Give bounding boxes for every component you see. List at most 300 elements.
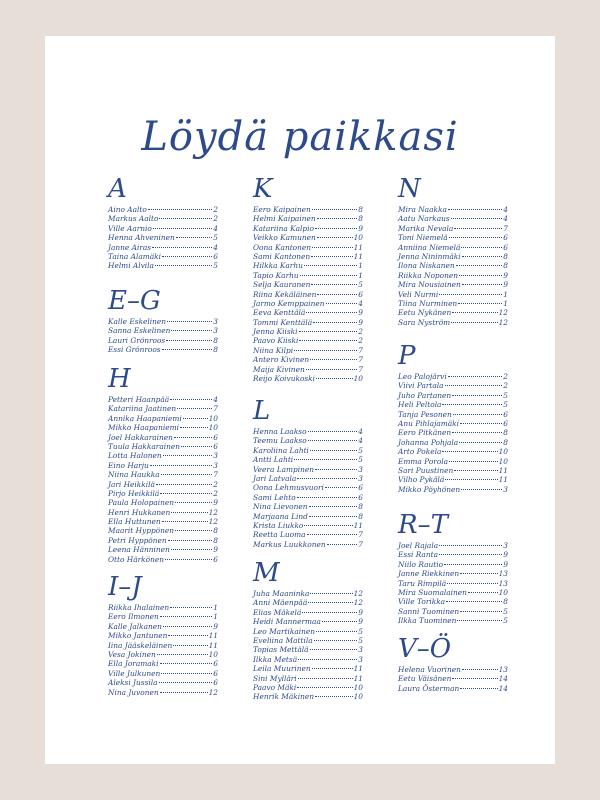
guest-row — [253, 674, 363, 683]
dot-leader — [445, 385, 503, 386]
dot-leader — [173, 645, 207, 646]
dot-leader — [452, 432, 502, 433]
dot-leader — [315, 228, 357, 229]
dot-leader — [326, 303, 358, 304]
dot-leader — [150, 465, 213, 466]
guest-name: Jari Latvala — [253, 473, 297, 483]
table-number: 6 — [213, 554, 218, 564]
table-number: 8 — [503, 261, 508, 271]
dot-leader — [310, 359, 357, 360]
guest-name: Sari Puustinen — [398, 465, 454, 475]
guest-row — [253, 664, 363, 673]
guest-name: Eero Kaipainen — [253, 205, 311, 214]
table-number: 10 — [353, 233, 363, 243]
dot-leader — [157, 654, 208, 655]
guest-row — [253, 346, 363, 355]
guest-name: Nina Juvonen — [108, 687, 159, 697]
dot-leader — [162, 349, 213, 350]
guest-row — [253, 280, 363, 289]
table-number: 12 — [208, 517, 218, 527]
dot-leader — [308, 440, 358, 441]
guest-name: Marika Nevala — [398, 223, 454, 233]
dot-leader — [298, 659, 357, 660]
table-number: 8 — [358, 511, 363, 521]
guest-name: Viivi Partala — [398, 381, 444, 391]
table-number: 10 — [498, 587, 508, 597]
table-number: 2 — [213, 479, 218, 489]
table-number: 9 — [503, 270, 508, 280]
guest-name: Essi Ranta — [398, 550, 438, 560]
guest-name: Leena Hänninen — [108, 545, 170, 555]
guest-row — [253, 512, 363, 521]
guest-row — [253, 483, 363, 492]
table-number: 9 — [358, 617, 363, 627]
guest-row — [253, 493, 363, 502]
guest-row — [398, 318, 508, 327]
guest-name: Petteri Haanpää — [108, 395, 170, 404]
guest-name: Sini Mylläri — [253, 673, 297, 683]
dot-leader — [159, 218, 212, 219]
guest-row — [253, 617, 363, 626]
guest-row — [398, 616, 508, 625]
dot-leader — [307, 534, 358, 535]
guest-name: Juha Maaninka — [253, 589, 310, 598]
dot-leader — [310, 450, 357, 451]
guest-row — [398, 541, 508, 550]
guest-row — [253, 446, 363, 455]
guest-row — [253, 608, 363, 617]
guest-row — [253, 327, 363, 336]
table-number: 5 — [358, 455, 363, 465]
guest-name: Maarit Hyppönen — [108, 526, 175, 536]
dot-leader — [311, 284, 357, 285]
table-number: 9 — [358, 223, 363, 233]
guest-row — [108, 317, 218, 326]
guest-row — [398, 252, 508, 261]
guest-row — [398, 457, 508, 466]
dot-leader — [460, 423, 502, 424]
dot-leader — [310, 649, 358, 650]
guest-name: Heidi Mannermaa — [253, 617, 321, 627]
letter-group — [108, 574, 218, 697]
guest-name: Oona Kantonen — [253, 242, 312, 252]
guest-row — [253, 318, 363, 327]
table-number: 3 — [213, 326, 218, 336]
guest-row — [253, 436, 363, 445]
dot-leader — [460, 688, 497, 689]
table-number: 8 — [358, 205, 363, 214]
dot-leader — [306, 312, 357, 313]
guest-name: Karoliina Lahti — [253, 445, 309, 455]
guest-row — [108, 243, 218, 252]
dot-leader — [152, 247, 212, 248]
table-number: 1 — [213, 603, 218, 612]
table-number: 10 — [353, 692, 363, 702]
guest-row — [398, 428, 508, 437]
letter-heading: N — [398, 174, 421, 204]
letter-group — [253, 560, 363, 702]
dot-leader — [160, 663, 213, 664]
dot-leader — [309, 516, 357, 517]
guest-row — [253, 455, 363, 464]
table-number: 3 — [358, 645, 363, 655]
table-number: 9 — [358, 317, 363, 327]
dot-leader — [171, 512, 207, 513]
guest-name: Otto Härkönen — [108, 554, 165, 564]
guest-name: Riikka Noponen — [398, 270, 458, 280]
dot-leader — [313, 322, 357, 323]
guest-name: Tiina Nurminen — [398, 298, 458, 308]
dot-leader — [297, 687, 352, 688]
table-number: 9 — [213, 621, 218, 631]
guest-row — [108, 545, 218, 554]
guest-row — [398, 372, 508, 381]
letter-group — [253, 398, 363, 549]
dot-leader — [171, 549, 212, 550]
guest-name: Taru Rimpilä — [398, 578, 447, 588]
guest-name: Vilho Pykälä — [398, 475, 445, 485]
guest-name: Paula Holopainen — [108, 498, 175, 508]
guest-row — [398, 391, 508, 400]
dot-leader — [447, 583, 497, 584]
guest-row — [108, 326, 218, 335]
dot-leader — [442, 404, 502, 405]
guest-name: Veera Lampinen — [253, 464, 315, 474]
table-number: 6 — [503, 409, 508, 419]
table-number: 3 — [358, 473, 363, 483]
guest-name: Henna Laakso — [253, 427, 307, 436]
dot-leader — [160, 493, 212, 494]
dot-leader — [299, 331, 358, 332]
guest-row — [253, 374, 363, 383]
dot-leader — [316, 378, 353, 379]
table-number: 10 — [208, 413, 218, 423]
guest-name: Henrik Mäkinen — [253, 692, 315, 702]
guest-row — [253, 521, 363, 530]
table-number: 12 — [498, 308, 508, 318]
table-number: 2 — [358, 327, 363, 337]
guest-row — [108, 442, 218, 451]
dot-leader — [452, 678, 497, 679]
table-number: 11 — [353, 673, 363, 683]
dot-leader — [312, 247, 353, 248]
table-number: 11 — [208, 631, 218, 641]
guest-row — [253, 540, 363, 549]
guest-name: Eero Ilmonen — [108, 612, 159, 622]
guest-row — [398, 684, 508, 693]
table-number: 11 — [498, 475, 508, 485]
table-number: 11 — [208, 640, 218, 650]
guest-name: Anu Pihlajamäki — [398, 418, 460, 428]
table-number: 2 — [503, 372, 508, 381]
table-number: 2 — [503, 381, 508, 391]
guest-name: Antero Kivinen — [253, 355, 310, 365]
guest-row — [398, 607, 508, 616]
guest-name: Mira Naakka — [398, 205, 447, 214]
dot-leader — [181, 446, 212, 447]
dot-leader — [439, 554, 502, 555]
guest-name: Jarmo Kemppainen — [253, 298, 325, 308]
letter-heading: L — [253, 396, 271, 426]
dot-leader — [148, 209, 213, 210]
guest-row — [398, 419, 508, 428]
guest-name: Aatu Narkaus — [398, 214, 450, 224]
table-number: 1 — [503, 289, 508, 299]
guest-name: Niina Haukka — [108, 470, 160, 480]
guest-row — [398, 447, 508, 456]
dot-leader — [299, 340, 357, 341]
dot-leader — [302, 612, 357, 613]
dot-leader — [160, 692, 208, 693]
guest-name: Eeva Kenttälä — [253, 308, 306, 318]
guest-row — [253, 290, 363, 299]
guest-name: Ella Joramaki — [108, 659, 159, 669]
dot-leader — [454, 228, 502, 229]
letter-heading: M — [253, 558, 280, 588]
table-number: 2 — [213, 488, 218, 498]
dot-leader — [168, 540, 213, 541]
dot-leader — [462, 669, 498, 670]
guest-row — [398, 290, 508, 299]
dot-leader — [322, 621, 357, 622]
guest-row — [108, 517, 218, 526]
guest-name: Maija Kivinen — [253, 364, 305, 374]
guest-row — [253, 271, 363, 280]
dot-leader — [155, 265, 212, 266]
guest-row — [398, 674, 508, 683]
table-number: 4 — [213, 242, 218, 252]
letter-heading: A — [108, 174, 127, 204]
guest-name: Helena Vuorinen — [398, 665, 461, 674]
table-number: 5 — [213, 261, 218, 271]
guest-row — [398, 569, 508, 578]
guest-row — [253, 243, 363, 252]
guest-name: Sami Lehto — [253, 492, 296, 502]
table-number: 4 — [358, 436, 363, 446]
dot-leader — [317, 218, 358, 219]
table-number: 4 — [213, 395, 218, 404]
dot-leader — [462, 284, 503, 285]
guest-name: Niina Kilpi — [253, 345, 294, 355]
guest-row — [253, 502, 363, 511]
dot-leader — [452, 312, 497, 313]
guest-name: Paavo Kiiski — [253, 336, 299, 346]
letter-heading: P — [398, 341, 416, 371]
dot-leader — [304, 265, 357, 266]
guest-name: Oona Lehmusvuori — [253, 483, 324, 493]
guest-row — [108, 526, 218, 535]
guest-row — [398, 560, 508, 569]
guest-row — [398, 308, 508, 317]
dot-leader — [306, 369, 358, 370]
guest-row — [398, 438, 508, 447]
table-number: 6 — [358, 289, 363, 299]
dot-leader — [177, 408, 212, 409]
guest-row — [398, 299, 508, 308]
guest-row — [108, 451, 218, 460]
dot-leader — [171, 330, 212, 331]
guest-row — [108, 345, 218, 354]
guest-row — [253, 427, 363, 436]
table-number: 6 — [213, 678, 218, 688]
table-number: 9 — [213, 545, 218, 555]
dot-leader — [442, 451, 497, 452]
table-number: 3 — [358, 464, 363, 474]
table-number: 7 — [503, 223, 508, 233]
dot-leader — [460, 573, 497, 574]
table-number: 14 — [498, 674, 508, 684]
dot-leader — [448, 209, 502, 210]
letter-group — [108, 176, 218, 271]
table-number: 6 — [503, 242, 508, 252]
table-number: 8 — [503, 437, 508, 447]
guest-row — [398, 597, 508, 606]
dot-leader — [317, 294, 357, 295]
table-number: 5 — [503, 400, 508, 410]
table-number: 5 — [358, 635, 363, 645]
table-number: 8 — [503, 597, 508, 607]
table-number: 14 — [498, 683, 508, 693]
dot-leader — [160, 616, 213, 617]
guest-row — [253, 224, 363, 233]
dot-leader — [308, 431, 358, 432]
guest-row — [398, 261, 508, 270]
dot-leader — [456, 265, 503, 266]
guest-name: Markus Luukkonen — [253, 539, 326, 549]
guest-name: Kalle Jalkanen — [108, 621, 162, 631]
guest-row — [398, 400, 508, 409]
guest-name: Nina Lievonen — [253, 502, 308, 512]
guest-row — [398, 205, 508, 214]
guest-row — [398, 550, 508, 559]
table-number: 5 — [503, 616, 508, 626]
guest-name: Sanni Tuominen — [398, 606, 460, 616]
table-number: 3 — [213, 460, 218, 470]
seating-chart-poster — [45, 36, 555, 764]
dot-leader — [449, 461, 498, 462]
guest-name: Iina Jääskeläinen — [108, 640, 173, 650]
dot-leader — [444, 564, 502, 565]
guest-name: Teemu Laakso — [253, 436, 307, 446]
dot-leader — [159, 682, 213, 683]
table-number: 11 — [353, 664, 363, 674]
table-number: 6 — [358, 492, 363, 502]
guest-row — [108, 659, 218, 668]
table-number: 4 — [213, 223, 218, 233]
guest-row — [108, 641, 218, 650]
guest-name: Helmi Alvila — [108, 261, 154, 271]
table-number: 9 — [358, 607, 363, 617]
guest-row — [108, 395, 218, 404]
guest-name: Juho Partanen — [398, 390, 452, 400]
letter-group — [108, 288, 218, 355]
guest-name: Eino Harju — [108, 460, 149, 470]
table-number: 11 — [353, 242, 363, 252]
guest-name: Emma Porola — [398, 456, 449, 466]
table-number: 7 — [358, 355, 363, 365]
guest-name: Markus Aalto — [108, 214, 159, 224]
dot-leader — [163, 626, 212, 627]
poster-title: Löydä paikkasi — [141, 114, 459, 160]
letter-group — [253, 176, 363, 383]
dot-leader — [174, 437, 212, 438]
letter-heading: H — [108, 364, 131, 394]
table-number: 9 — [503, 550, 508, 560]
table-number: 12 — [353, 598, 363, 608]
table-number: 4 — [503, 214, 508, 224]
table-number: 12 — [208, 507, 218, 517]
dot-leader — [294, 350, 357, 351]
dot-leader — [156, 484, 212, 485]
dot-leader — [316, 631, 357, 632]
guest-name: Mira Nousiainen — [398, 280, 461, 290]
guest-row — [253, 214, 363, 223]
guest-row — [253, 636, 363, 645]
dot-leader — [459, 442, 502, 443]
dot-leader — [461, 489, 502, 490]
table-number: 10 — [208, 649, 218, 659]
dot-leader — [439, 294, 502, 295]
dot-leader — [315, 696, 353, 697]
guest-row — [108, 603, 218, 612]
guest-row — [108, 404, 218, 413]
letter-group — [398, 512, 508, 626]
dot-leader — [294, 459, 357, 460]
guest-row — [253, 465, 363, 474]
guest-row — [398, 665, 508, 674]
guest-row — [108, 461, 218, 470]
guest-row — [108, 480, 218, 489]
guest-row — [398, 214, 508, 223]
table-number: 13 — [498, 578, 508, 588]
dot-leader — [449, 237, 503, 238]
table-number: 3 — [503, 484, 508, 494]
dot-leader — [460, 611, 502, 612]
table-number: 5 — [213, 233, 218, 243]
table-number: 13 — [498, 665, 508, 674]
guest-name: Mikko Pöyhönen — [398, 484, 461, 494]
table-number: 7 — [213, 470, 218, 480]
dot-leader — [175, 530, 212, 531]
dot-leader — [461, 247, 502, 248]
guest-row — [398, 243, 508, 252]
dot-leader — [298, 678, 353, 679]
guest-name: Veli Nurmi — [398, 289, 439, 299]
guest-name: Sami Kantonen — [253, 251, 311, 261]
table-number: 7 — [213, 404, 218, 414]
table-number: 1 — [358, 270, 363, 280]
dot-leader — [439, 545, 502, 546]
guest-name: Mikko Jantunen — [108, 631, 168, 641]
table-number: 3 — [213, 451, 218, 461]
guest-name: Elias Mäkelä — [253, 607, 302, 617]
dot-leader — [327, 544, 358, 545]
dot-leader — [445, 479, 497, 480]
guest-name: Ella Huttunen — [108, 517, 161, 527]
guest-row — [398, 280, 508, 289]
guest-name: Jenna Nininmäki — [398, 251, 461, 261]
guest-row — [398, 588, 508, 597]
table-number: 10 — [498, 447, 508, 457]
guest-row — [108, 678, 218, 687]
guest-row — [253, 299, 363, 308]
table-number: 12 — [353, 589, 363, 598]
dot-leader — [170, 399, 212, 400]
guest-row — [253, 355, 363, 364]
guest-name: Essi Grönroos — [108, 345, 161, 355]
guest-row — [253, 692, 363, 701]
guest-row — [398, 233, 508, 242]
